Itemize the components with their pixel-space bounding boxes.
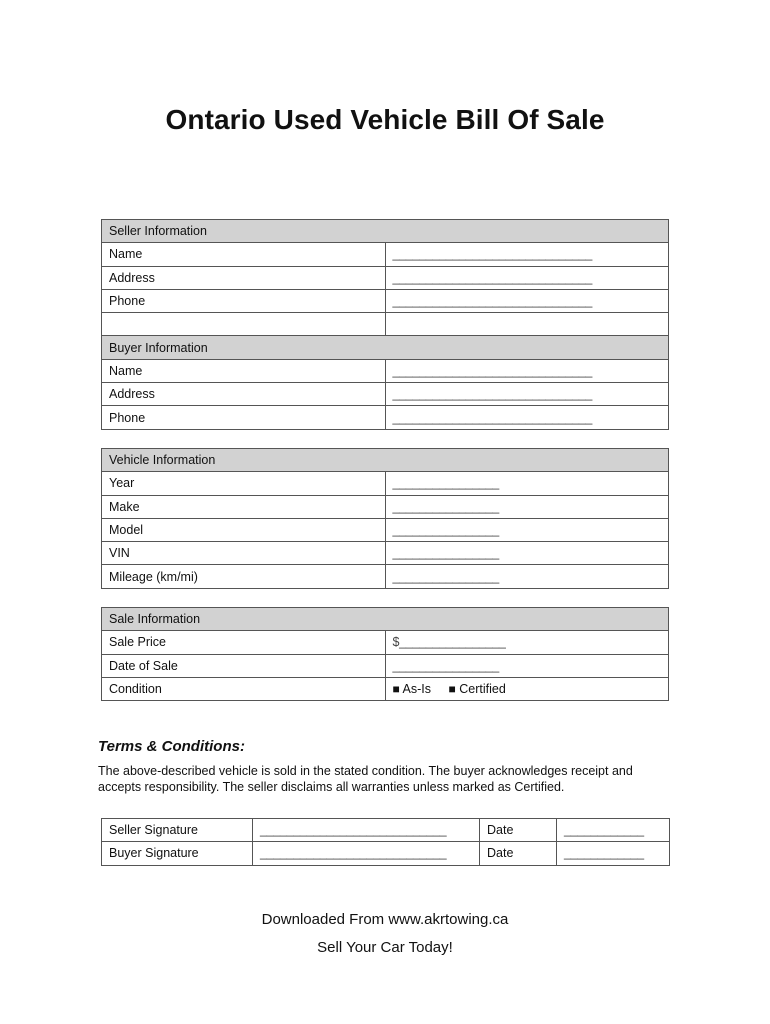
- vehicle-mileage-label: Mileage (km/mi): [102, 565, 386, 588]
- terms-text: The above-described vehicle is sold in the stated condition. The buyer acknowledges receipt and accepts responsibility. The seller disclaims all warranties unless marked as Certified.: [98, 764, 633, 794]
- buyer-phone-field[interactable]: ______________________________: [385, 406, 669, 429]
- table-row: [102, 495, 669, 518]
- seller-address-field[interactable]: ______________________________: [385, 266, 669, 289]
- certified-checkbox[interactable]: [449, 682, 506, 696]
- signature-table: [101, 818, 670, 866]
- vehicle-table: [101, 448, 669, 589]
- buyer-address-field[interactable]: ______________________________: [385, 383, 669, 406]
- seller-buyer-table: [101, 219, 669, 430]
- seller-address-label: Address: [102, 266, 386, 289]
- vehicle-year-field[interactable]: ________________: [385, 472, 669, 495]
- seller-name-label: Name: [102, 243, 386, 266]
- terms-heading: Terms & Conditions:: [98, 738, 245, 755]
- table-row: [102, 819, 670, 842]
- table-row: [102, 631, 669, 654]
- buyer-address-label: Address: [102, 383, 386, 406]
- sale-price-label: Sale Price: [102, 631, 386, 654]
- checkbox-square-icon: ■: [448, 682, 456, 697]
- table-row: [102, 383, 669, 406]
- seller-phone-label: Phone: [102, 289, 386, 312]
- table-row: [102, 406, 669, 429]
- table-row: [102, 313, 669, 336]
- page-title: Ontario Used Vehicle Bill Of Sale: [165, 104, 605, 135]
- sale-header-row: [102, 608, 669, 631]
- as-is-checkbox[interactable]: [393, 682, 432, 696]
- buyer-header: Buyer Information: [102, 336, 669, 359]
- table-row: [102, 289, 669, 312]
- empty-value-cell[interactable]: [385, 313, 669, 336]
- sale-header: Sale Information: [102, 608, 669, 631]
- table-row: [102, 243, 669, 266]
- checkbox-square-icon: ■: [392, 682, 400, 697]
- buyer-name-field[interactable]: ______________________________: [385, 359, 669, 382]
- footer-tagline: Sell Your Car Today!: [317, 939, 453, 956]
- table-row: [102, 359, 669, 382]
- buyer-header-row: [102, 336, 669, 359]
- vehicle-model-label: Model: [102, 518, 386, 541]
- table-row: [102, 472, 669, 495]
- table-row: [102, 677, 669, 700]
- vehicle-vin-label: VIN: [102, 542, 386, 565]
- seller-header: Seller Information: [102, 220, 669, 243]
- buyer-name-label: Name: [102, 359, 386, 382]
- vehicle-make-label: Make: [102, 495, 386, 518]
- table-row: [102, 842, 670, 865]
- table-row: [102, 565, 669, 588]
- vehicle-header-row: [102, 449, 669, 472]
- certified-label: Certified: [459, 682, 506, 697]
- table-row: [102, 654, 669, 677]
- buyer-phone-label: Phone: [102, 406, 386, 429]
- buyer-date-field[interactable]: ____________: [557, 842, 670, 865]
- sale-date-field[interactable]: ________________: [385, 654, 669, 677]
- condition-options: [385, 677, 669, 700]
- vehicle-model-field[interactable]: ________________: [385, 518, 669, 541]
- table-row: [102, 518, 669, 541]
- table-row: [102, 266, 669, 289]
- seller-signature-field[interactable]: ____________________________: [253, 819, 480, 842]
- table-row: [102, 542, 669, 565]
- seller-phone-field[interactable]: ______________________________: [385, 289, 669, 312]
- sale-date-label: Date of Sale: [102, 654, 386, 677]
- footer-download-text: Downloaded From www.akrtowing.ca: [261, 911, 509, 928]
- vehicle-make-field[interactable]: ________________: [385, 495, 669, 518]
- seller-date-label: Date: [480, 819, 557, 842]
- empty-label-cell: [102, 313, 386, 336]
- vehicle-mileage-field[interactable]: ________________: [385, 565, 669, 588]
- seller-signature-label: Seller Signature: [102, 819, 253, 842]
- condition-label: Condition: [102, 677, 386, 700]
- buyer-signature-label: Buyer Signature: [102, 842, 253, 865]
- vehicle-header: Vehicle Information: [102, 449, 669, 472]
- vehicle-vin-field[interactable]: ________________: [385, 542, 669, 565]
- buyer-date-label: Date: [480, 842, 557, 865]
- buyer-signature-field[interactable]: ____________________________: [253, 842, 480, 865]
- seller-name-field[interactable]: ______________________________: [385, 243, 669, 266]
- seller-header-row: [102, 220, 669, 243]
- sale-table: [101, 607, 669, 701]
- as-is-label: As-Is: [402, 682, 432, 697]
- vehicle-year-label: Year: [102, 472, 386, 495]
- seller-date-field[interactable]: ____________: [557, 819, 670, 842]
- sale-price-field[interactable]: $________________: [385, 631, 669, 654]
